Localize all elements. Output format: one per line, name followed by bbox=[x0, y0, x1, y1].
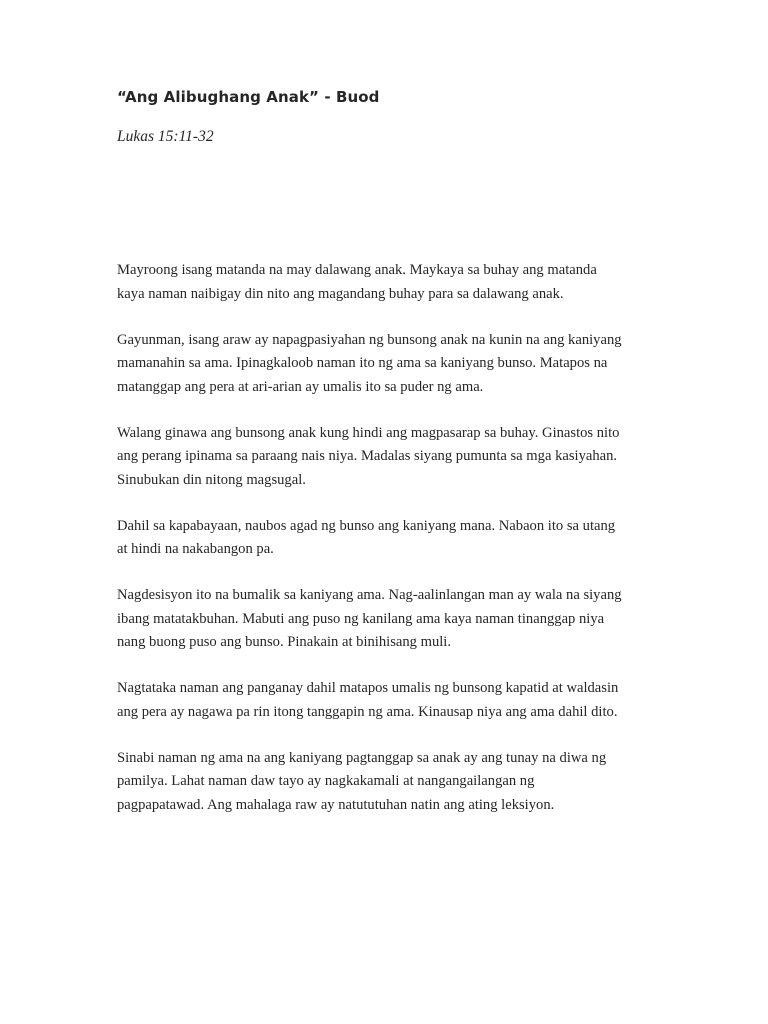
paragraph-line: kaya naman naibigay din nito ang magandang buhay para sa dalawang anak. bbox=[117, 285, 564, 302]
paragraph-line: Nagdesisyon ito na bumalik sa kaniyang ama. Nag-aalinlangan man ay wala na siyang bbox=[117, 587, 622, 603]
paragraph-line: Mayroong isang matanda na may dalawang anak. Maykaya sa buhay ang matanda bbox=[117, 262, 597, 278]
paragraph-line: pagpapatawad. Ang mahalaga raw ay natututuhan natin ang ating leksiyon. bbox=[117, 796, 555, 813]
bible-reference: Lukas 15:11-32 bbox=[117, 128, 214, 145]
paragraph-line: matanggap ang pera at ari-arian ay umalis ito sa puder ng ama. bbox=[117, 378, 484, 395]
paragraph-3 bbox=[117, 422, 657, 493]
paragraph-4 bbox=[117, 515, 657, 562]
paragraph-2 bbox=[117, 329, 657, 400]
paragraph-line: at hindi na nakabangon pa. bbox=[117, 541, 274, 557]
paragraph-5 bbox=[117, 584, 657, 655]
document-body bbox=[117, 259, 657, 840]
paragraph-6 bbox=[117, 677, 657, 724]
paragraph-1 bbox=[117, 259, 657, 306]
document-title: “Ang Alibughang Anak” - Buod bbox=[117, 88, 380, 106]
paragraph-line: ang pera ay nagawa pa rin itong tanggapin ng ama. Kinausap niya ang ama dahil dito. bbox=[117, 703, 618, 720]
paragraph-line: Sinubukan din nitong magsugal. bbox=[117, 471, 306, 488]
paragraph-line: ibang matatakbuhan. Mabuti ang puso ng kanilang ama kaya naman tinanggap niya bbox=[117, 610, 605, 627]
paragraph-line: Dahil sa kapabayaan, naubos agad ng bunso ang kaniyang mana. Nabaon ito sa utang bbox=[117, 517, 616, 534]
paragraph-line: Nagtataka naman ang panganay dahil matapos umalis ng bunsong kapatid at waldasin bbox=[117, 680, 619, 696]
paragraph-7 bbox=[117, 747, 657, 818]
paragraph-line: Walang ginawa ang bunsong anak kung hindi ang magpasarap sa buhay. Ginastos nito bbox=[117, 424, 620, 441]
paragraph-line: pamilya. Lahat naman daw tayo ay nagkakamali at nangangailangan ng bbox=[117, 773, 535, 789]
paragraph-line: mamanahin sa ama. Ipinagkaloob naman ito ng ama sa kaniyang bunso. Matapos na bbox=[117, 355, 608, 371]
paragraph-line: ang perang ipinama sa paraang nais niya. Madalas siyang pumunta sa mga kasiyahan. bbox=[117, 448, 618, 464]
paragraph-line: nang buong puso ang bunso. Pinakain at binihisang muli. bbox=[117, 634, 452, 650]
paragraph-line: Sinabi naman ng ama na ang kaniyang pagtanggap sa anak ay ang tunay na diwa ng bbox=[117, 749, 607, 766]
paragraph-line: Gayunman, isang araw ay napagpasiyahan ng bunsong anak na kunin na ang kaniyang bbox=[117, 331, 622, 348]
